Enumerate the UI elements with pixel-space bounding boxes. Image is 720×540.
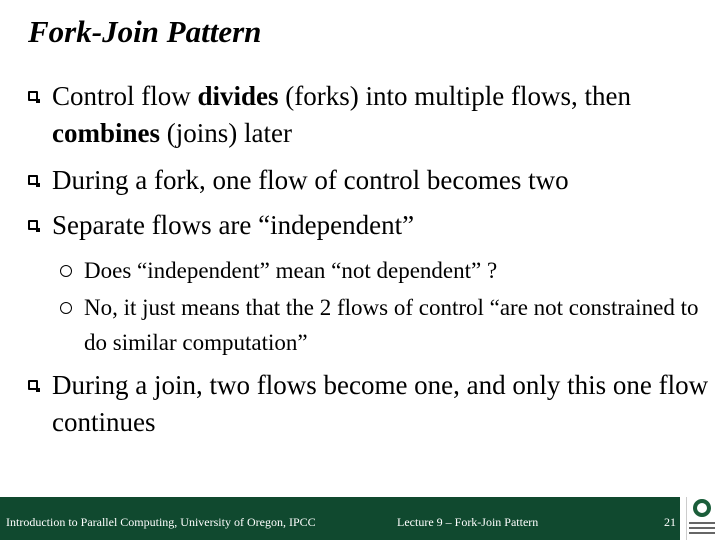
slide-title: Fork-Join Pattern: [28, 14, 262, 49]
bullet-text: [28, 78, 718, 152]
sub-bullet-text: No, it just means that the 2 flows of control “are not constrained to do similar computation”: [84, 295, 699, 355]
circle-bullet-icon: [60, 302, 72, 314]
square-bullet-icon: [28, 380, 38, 390]
square-bullet-icon: [28, 175, 38, 185]
footer-lecture-text: Lecture 9 – Fork-Join Pattern: [397, 515, 539, 529]
bullet-item: [28, 78, 718, 152]
sub-bullet-item: [60, 253, 700, 288]
bullet-text: During a join, two flows become one, and only this one flow continues: [52, 370, 709, 437]
page-number: 21: [664, 515, 676, 529]
bullet-item: [28, 207, 718, 244]
bullet-text: Separate flows are “independent”: [52, 210, 415, 240]
square-bullet-icon: [28, 91, 38, 101]
sub-bullet-item: [60, 290, 700, 360]
text-segment: (joins) later: [160, 118, 292, 148]
bullet-item: [28, 367, 718, 441]
footer-bar: [0, 497, 680, 540]
bullet-item: [28, 162, 718, 199]
text-segment: (forks) into multiple flows, then: [278, 81, 631, 111]
bullet-text: During a fork, one flow of control becomes two: [52, 165, 569, 195]
sub-bullet-text: Does “independent” mean “not dependent” ?: [84, 258, 498, 283]
square-bullet-icon: [28, 220, 38, 230]
footer-course-text: Introduction to Parallel Computing, University of Oregon, IPCC: [6, 515, 316, 529]
text-segment: Control flow: [52, 81, 198, 111]
university-of-oregon-logo-icon: [686, 497, 720, 540]
circle-bullet-icon: [60, 265, 72, 277]
bold-term-combines: combines: [52, 118, 160, 148]
bold-term-divides: divides: [197, 81, 279, 111]
